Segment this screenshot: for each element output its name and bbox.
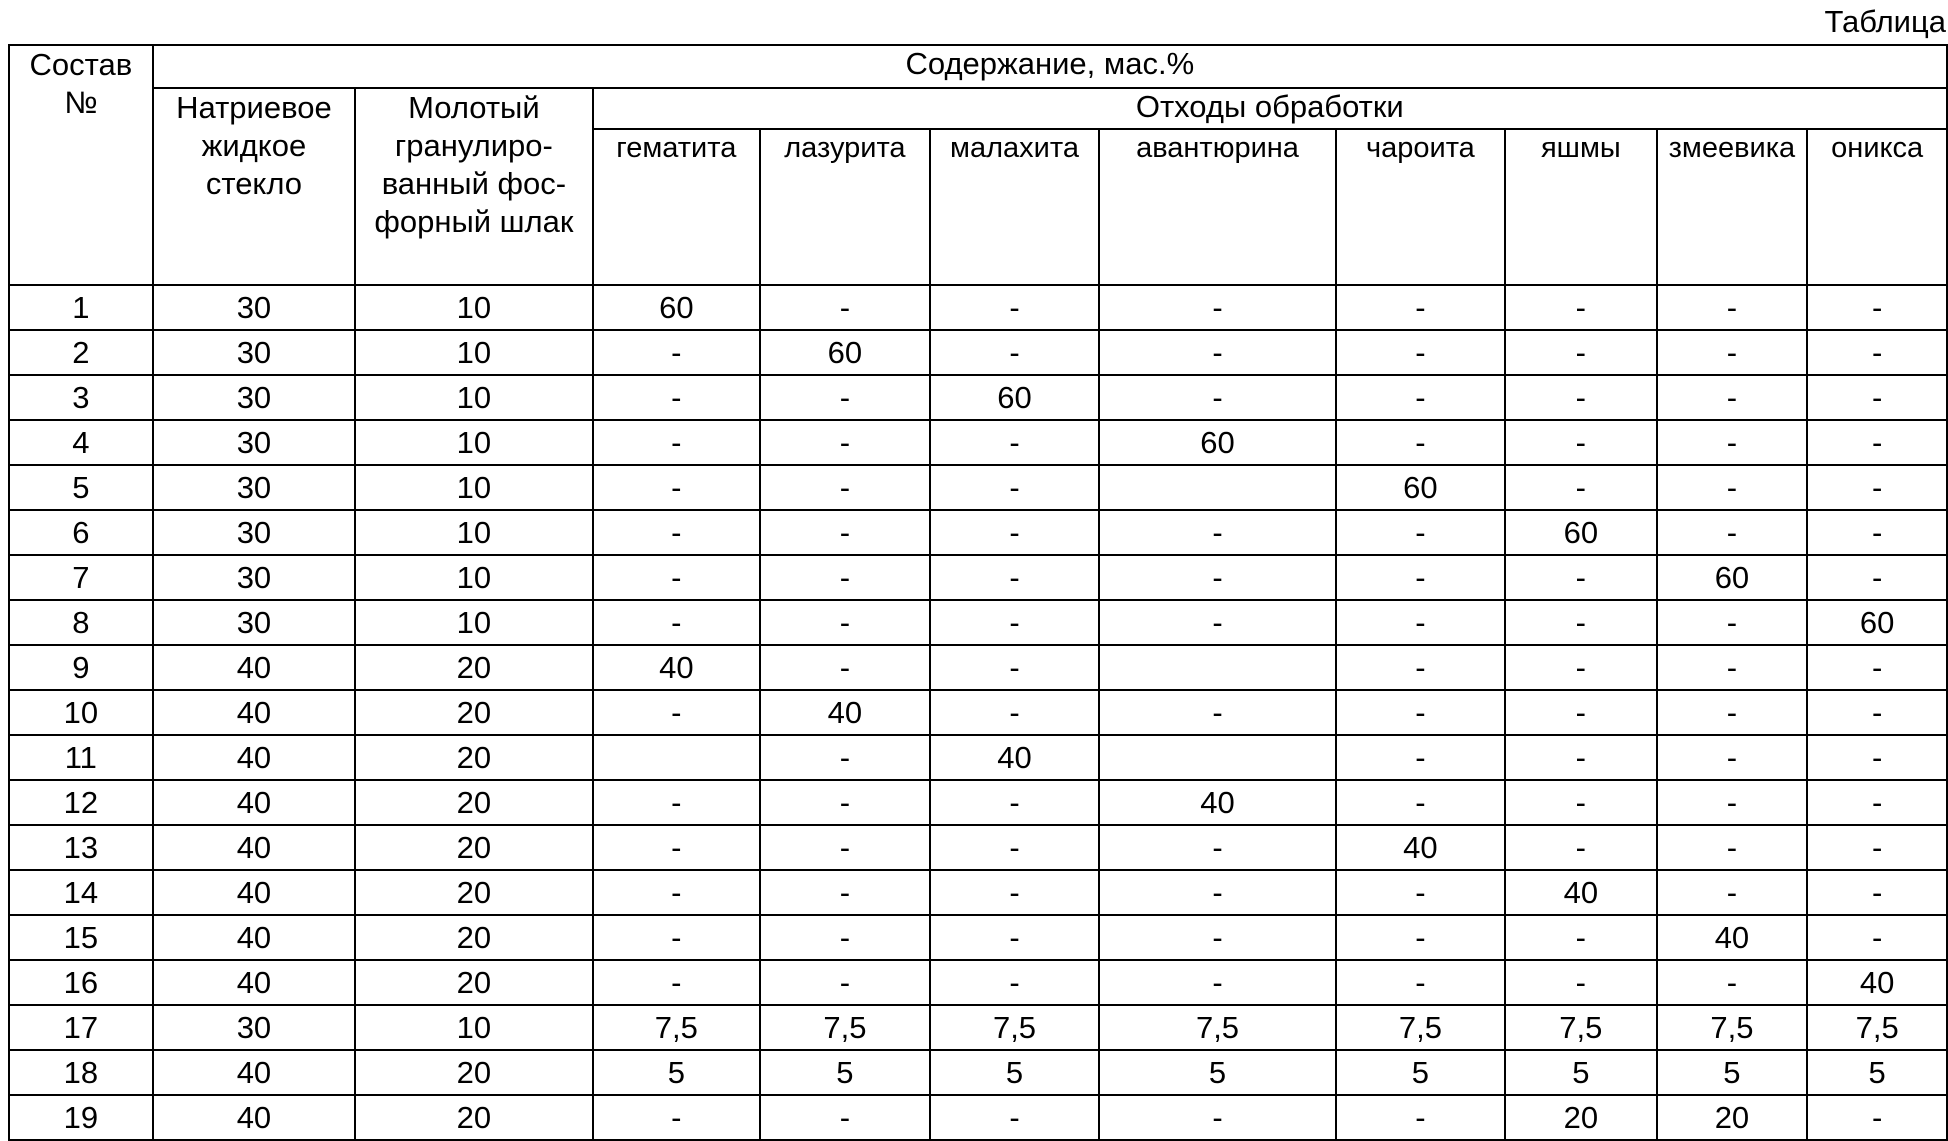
table-cell: 30 [153,330,356,375]
table-cell: - [1807,285,1947,330]
table-cell: - [1807,555,1947,600]
composition-number-cell: 14 [9,870,153,915]
table-row [9,285,1947,330]
table-cell [593,735,761,780]
table-cell: 20 [355,1050,592,1095]
table-cell: 40 [1807,960,1947,1005]
table-cell: - [1657,645,1808,690]
table-cell: 20 [355,960,592,1005]
table-cell: - [593,825,761,870]
table-cell: - [593,375,761,420]
composition-number-cell: 2 [9,330,153,375]
table-cell: - [593,690,761,735]
table-cell: - [1099,825,1335,870]
table-cell: - [1099,915,1335,960]
table-cell: 40 [153,915,356,960]
composition-table [8,44,1948,1141]
table-cell: 5 [1505,1050,1656,1095]
table-cell: 40 [153,645,356,690]
table-cell: - [1336,600,1505,645]
table-cell: 20 [355,735,592,780]
table-cell: - [760,870,930,915]
header-phosphorus-slag: Молотый гранулиро-ванный фос-форный шлак [355,88,592,285]
table-cell: 5 [930,1050,1100,1095]
table-cell: - [1657,780,1808,825]
table-cell: 5 [1657,1050,1808,1095]
header-composition-number: Состав № [9,45,153,285]
composition-number-cell: 5 [9,465,153,510]
table-cell: 20 [355,825,592,870]
table-cell: - [1505,330,1656,375]
table-row [9,330,1947,375]
table-cell: - [1505,600,1656,645]
table-cell: - [1336,375,1505,420]
table-cell: - [930,465,1100,510]
composition-number-cell: 18 [9,1050,153,1095]
composition-number-cell: 13 [9,825,153,870]
table-cell: - [930,825,1100,870]
table-cell: - [1657,600,1808,645]
composition-number-cell: 16 [9,960,153,1005]
table-cell: - [1807,510,1947,555]
table-cell: - [593,555,761,600]
table-cell: - [593,330,761,375]
table-cell: 10 [355,555,592,600]
table-cell: - [760,1095,930,1140]
table-cell: - [1099,375,1335,420]
header-material: яшмы [1505,129,1656,285]
table-cell: - [1099,960,1335,1005]
table-cell: - [1657,330,1808,375]
header-material: чароита [1336,129,1505,285]
table-cell: - [1657,375,1808,420]
table-cell: 40 [760,690,930,735]
table-cell: 20 [355,690,592,735]
table-cell: - [760,465,930,510]
table-row [9,645,1947,690]
table-row [9,510,1947,555]
table-cell: 10 [355,330,592,375]
table-cell: 60 [1505,510,1656,555]
table-row [9,1050,1947,1095]
table-cell: - [930,555,1100,600]
table-cell: 60 [1099,420,1335,465]
table-cell: - [760,420,930,465]
table-cell: - [930,780,1100,825]
header-sodium-glass: Натриевое жидкое стекло [153,88,356,285]
table-cell: 60 [760,330,930,375]
table-row [9,915,1947,960]
table-cell: 7,5 [1099,1005,1335,1050]
table-row [9,1005,1947,1050]
composition-number-cell: 17 [9,1005,153,1050]
table-cell: - [760,735,930,780]
table-cell: 10 [355,600,592,645]
table-cell: - [1657,960,1808,1005]
table-header [9,45,1947,285]
table-cell: 7,5 [593,1005,761,1050]
table-cell: 30 [153,375,356,420]
table-cell: 40 [153,1095,356,1140]
table-cell: - [1657,735,1808,780]
table-cell: - [1807,780,1947,825]
table-cell: - [1807,420,1947,465]
table-cell: - [930,870,1100,915]
table-cell: - [760,510,930,555]
table-cell: 40 [153,870,356,915]
table-cell: - [593,420,761,465]
table-cell: 20 [355,915,592,960]
table-cell: - [1657,510,1808,555]
table-cell: 10 [355,285,592,330]
composition-number-cell: 9 [9,645,153,690]
table-cell: - [1807,330,1947,375]
table-cell: - [930,645,1100,690]
table-row [9,690,1947,735]
table-cell: - [930,330,1100,375]
table-cell: - [760,285,930,330]
table-cell: 40 [153,825,356,870]
table-cell: 7,5 [1505,1005,1656,1050]
composition-number-cell: 7 [9,555,153,600]
table-cell: 40 [1657,915,1808,960]
table-cell: 5 [593,1050,761,1095]
header-material: змеевика [1657,129,1808,285]
table-cell: - [760,600,930,645]
table-cell: - [930,285,1100,330]
table-cell: - [1807,870,1947,915]
table-cell: - [930,1095,1100,1140]
table-cell: - [1099,600,1335,645]
table-cell: - [1099,285,1335,330]
header-waste: Отходы обработки [593,88,1947,129]
composition-number-cell: 3 [9,375,153,420]
composition-number-cell: 6 [9,510,153,555]
table-cell: - [1505,825,1656,870]
table-cell: - [1336,1095,1505,1140]
composition-number-cell: 10 [9,690,153,735]
table-cell: - [1505,465,1656,510]
table-cell: 20 [1657,1095,1808,1140]
table-cell: - [1505,780,1656,825]
table-cell: - [1336,960,1505,1005]
table-cell: 60 [930,375,1100,420]
composition-number-cell: 8 [9,600,153,645]
table-cell: - [1336,870,1505,915]
table-cell: - [760,825,930,870]
table-cell: - [1505,690,1656,735]
table-cell: - [930,420,1100,465]
table-row [9,960,1947,1005]
header-material: гематита [593,129,761,285]
table-cell: - [1807,915,1947,960]
table-cell: - [1505,735,1656,780]
table-cell: 20 [355,1095,592,1140]
table-cell: 30 [153,555,356,600]
table-cell: - [1505,915,1656,960]
table-cell: 10 [355,510,592,555]
composition-number-cell: 11 [9,735,153,780]
table-cell: - [930,600,1100,645]
table-cell: - [760,960,930,1005]
header-material: малахита [930,129,1100,285]
table-cell: 10 [355,465,592,510]
table-cell: - [1336,780,1505,825]
table-cell: - [1099,870,1335,915]
table-cell: 40 [153,960,356,1005]
table-cell: - [1505,555,1656,600]
table-cell: 7,5 [760,1005,930,1050]
table-cell: 10 [355,1005,592,1050]
table-cell: 30 [153,600,356,645]
table-row [9,600,1947,645]
table-cell: - [1807,645,1947,690]
table-cell: - [1505,645,1656,690]
table-cell: 40 [153,780,356,825]
table-cell: 30 [153,510,356,555]
table-cell: - [1336,285,1505,330]
table-row [9,870,1947,915]
table-cell: - [1807,690,1947,735]
table-cell: 40 [1336,825,1505,870]
table-cell: 7,5 [1336,1005,1505,1050]
table-cell: - [1099,555,1335,600]
table-row [9,420,1947,465]
table-cell: 60 [1807,600,1947,645]
table-cell: - [760,780,930,825]
table-cell: 60 [1657,555,1808,600]
table-cell: - [1336,915,1505,960]
table-cell: - [1657,420,1808,465]
table-cell: 30 [153,420,356,465]
table-cell: - [593,465,761,510]
table-cell: 30 [153,1005,356,1050]
table-cell: 40 [153,690,356,735]
table-cell: - [1099,690,1335,735]
header-material: авантюрина [1099,129,1335,285]
table-cell: - [1657,285,1808,330]
table-cell: 7,5 [930,1005,1100,1050]
table-cell: - [1099,510,1335,555]
table-cell: 40 [1505,870,1656,915]
header-content: Содержание, мас.% [153,45,1947,88]
table-cell: - [593,600,761,645]
table-cell: 60 [593,285,761,330]
table-cell: - [1807,375,1947,420]
table-cell: - [593,960,761,1005]
table-cell: - [593,780,761,825]
table-cell: - [1807,735,1947,780]
table-cell: - [1336,510,1505,555]
table-cell: - [1807,1095,1947,1140]
table-cell: - [1657,825,1808,870]
table-cell: - [1336,420,1505,465]
table-cell: - [1505,285,1656,330]
table-cell: - [1807,465,1947,510]
table-cell: - [1099,1095,1335,1140]
table-cell: - [1336,690,1505,735]
table-cell: 20 [355,870,592,915]
table-cell: - [1336,735,1505,780]
table-cell: 40 [153,1050,356,1095]
table-cell [1099,465,1335,510]
composition-number-cell: 15 [9,915,153,960]
table-body [9,285,1947,1140]
table-cell: 40 [930,735,1100,780]
table-cell: 40 [153,735,356,780]
table-cell: - [930,690,1100,735]
table-cell: - [1505,420,1656,465]
table-cell: - [1807,825,1947,870]
table-cell: - [1505,375,1656,420]
table-cell: - [760,915,930,960]
table-cell: 20 [355,780,592,825]
table-cell: 5 [1807,1050,1947,1095]
table-cell: - [1657,465,1808,510]
table-cell: 5 [760,1050,930,1095]
table-row [9,780,1947,825]
table-row [9,375,1947,420]
table-cell: - [593,1095,761,1140]
header-material: лазурита [760,129,930,285]
table-cell: 7,5 [1657,1005,1808,1050]
table-cell: 40 [593,645,761,690]
table-cell: 5 [1336,1050,1505,1095]
table-cell: - [930,510,1100,555]
table-cell: - [1657,690,1808,735]
table-row [9,555,1947,600]
table-cell [1099,735,1335,780]
table-cell: 7,5 [1807,1005,1947,1050]
table-cell: 10 [355,420,592,465]
composition-number-cell: 12 [9,780,153,825]
table-cell: 20 [355,645,592,690]
composition-number-cell: 4 [9,420,153,465]
table-cell: - [593,915,761,960]
table-cell: - [930,915,1100,960]
table-cell: 5 [1099,1050,1335,1095]
table-cell: - [1099,330,1335,375]
table-row [9,825,1947,870]
table-row [9,735,1947,780]
table-cell: - [1657,870,1808,915]
table-cell: - [760,555,930,600]
table-cell: - [1336,330,1505,375]
table-cell: 60 [1336,465,1505,510]
table-cell: - [1336,645,1505,690]
table-cell: - [1336,555,1505,600]
table-cell [1099,645,1335,690]
table-cell: 30 [153,285,356,330]
table-cell: 40 [1099,780,1335,825]
composition-number-cell: 19 [9,1095,153,1140]
table-cell: 10 [355,375,592,420]
table-caption: Таблица [1824,4,1946,39]
header-material: оникса [1807,129,1947,285]
table-cell: 20 [1505,1095,1656,1140]
table-cell: - [760,645,930,690]
table-row [9,465,1947,510]
table-cell: - [930,960,1100,1005]
table-cell: - [760,375,930,420]
table-cell: - [593,870,761,915]
composition-number-cell: 1 [9,285,153,330]
table-cell: - [593,510,761,555]
table-cell: - [1505,960,1656,1005]
table-cell: 30 [153,465,356,510]
